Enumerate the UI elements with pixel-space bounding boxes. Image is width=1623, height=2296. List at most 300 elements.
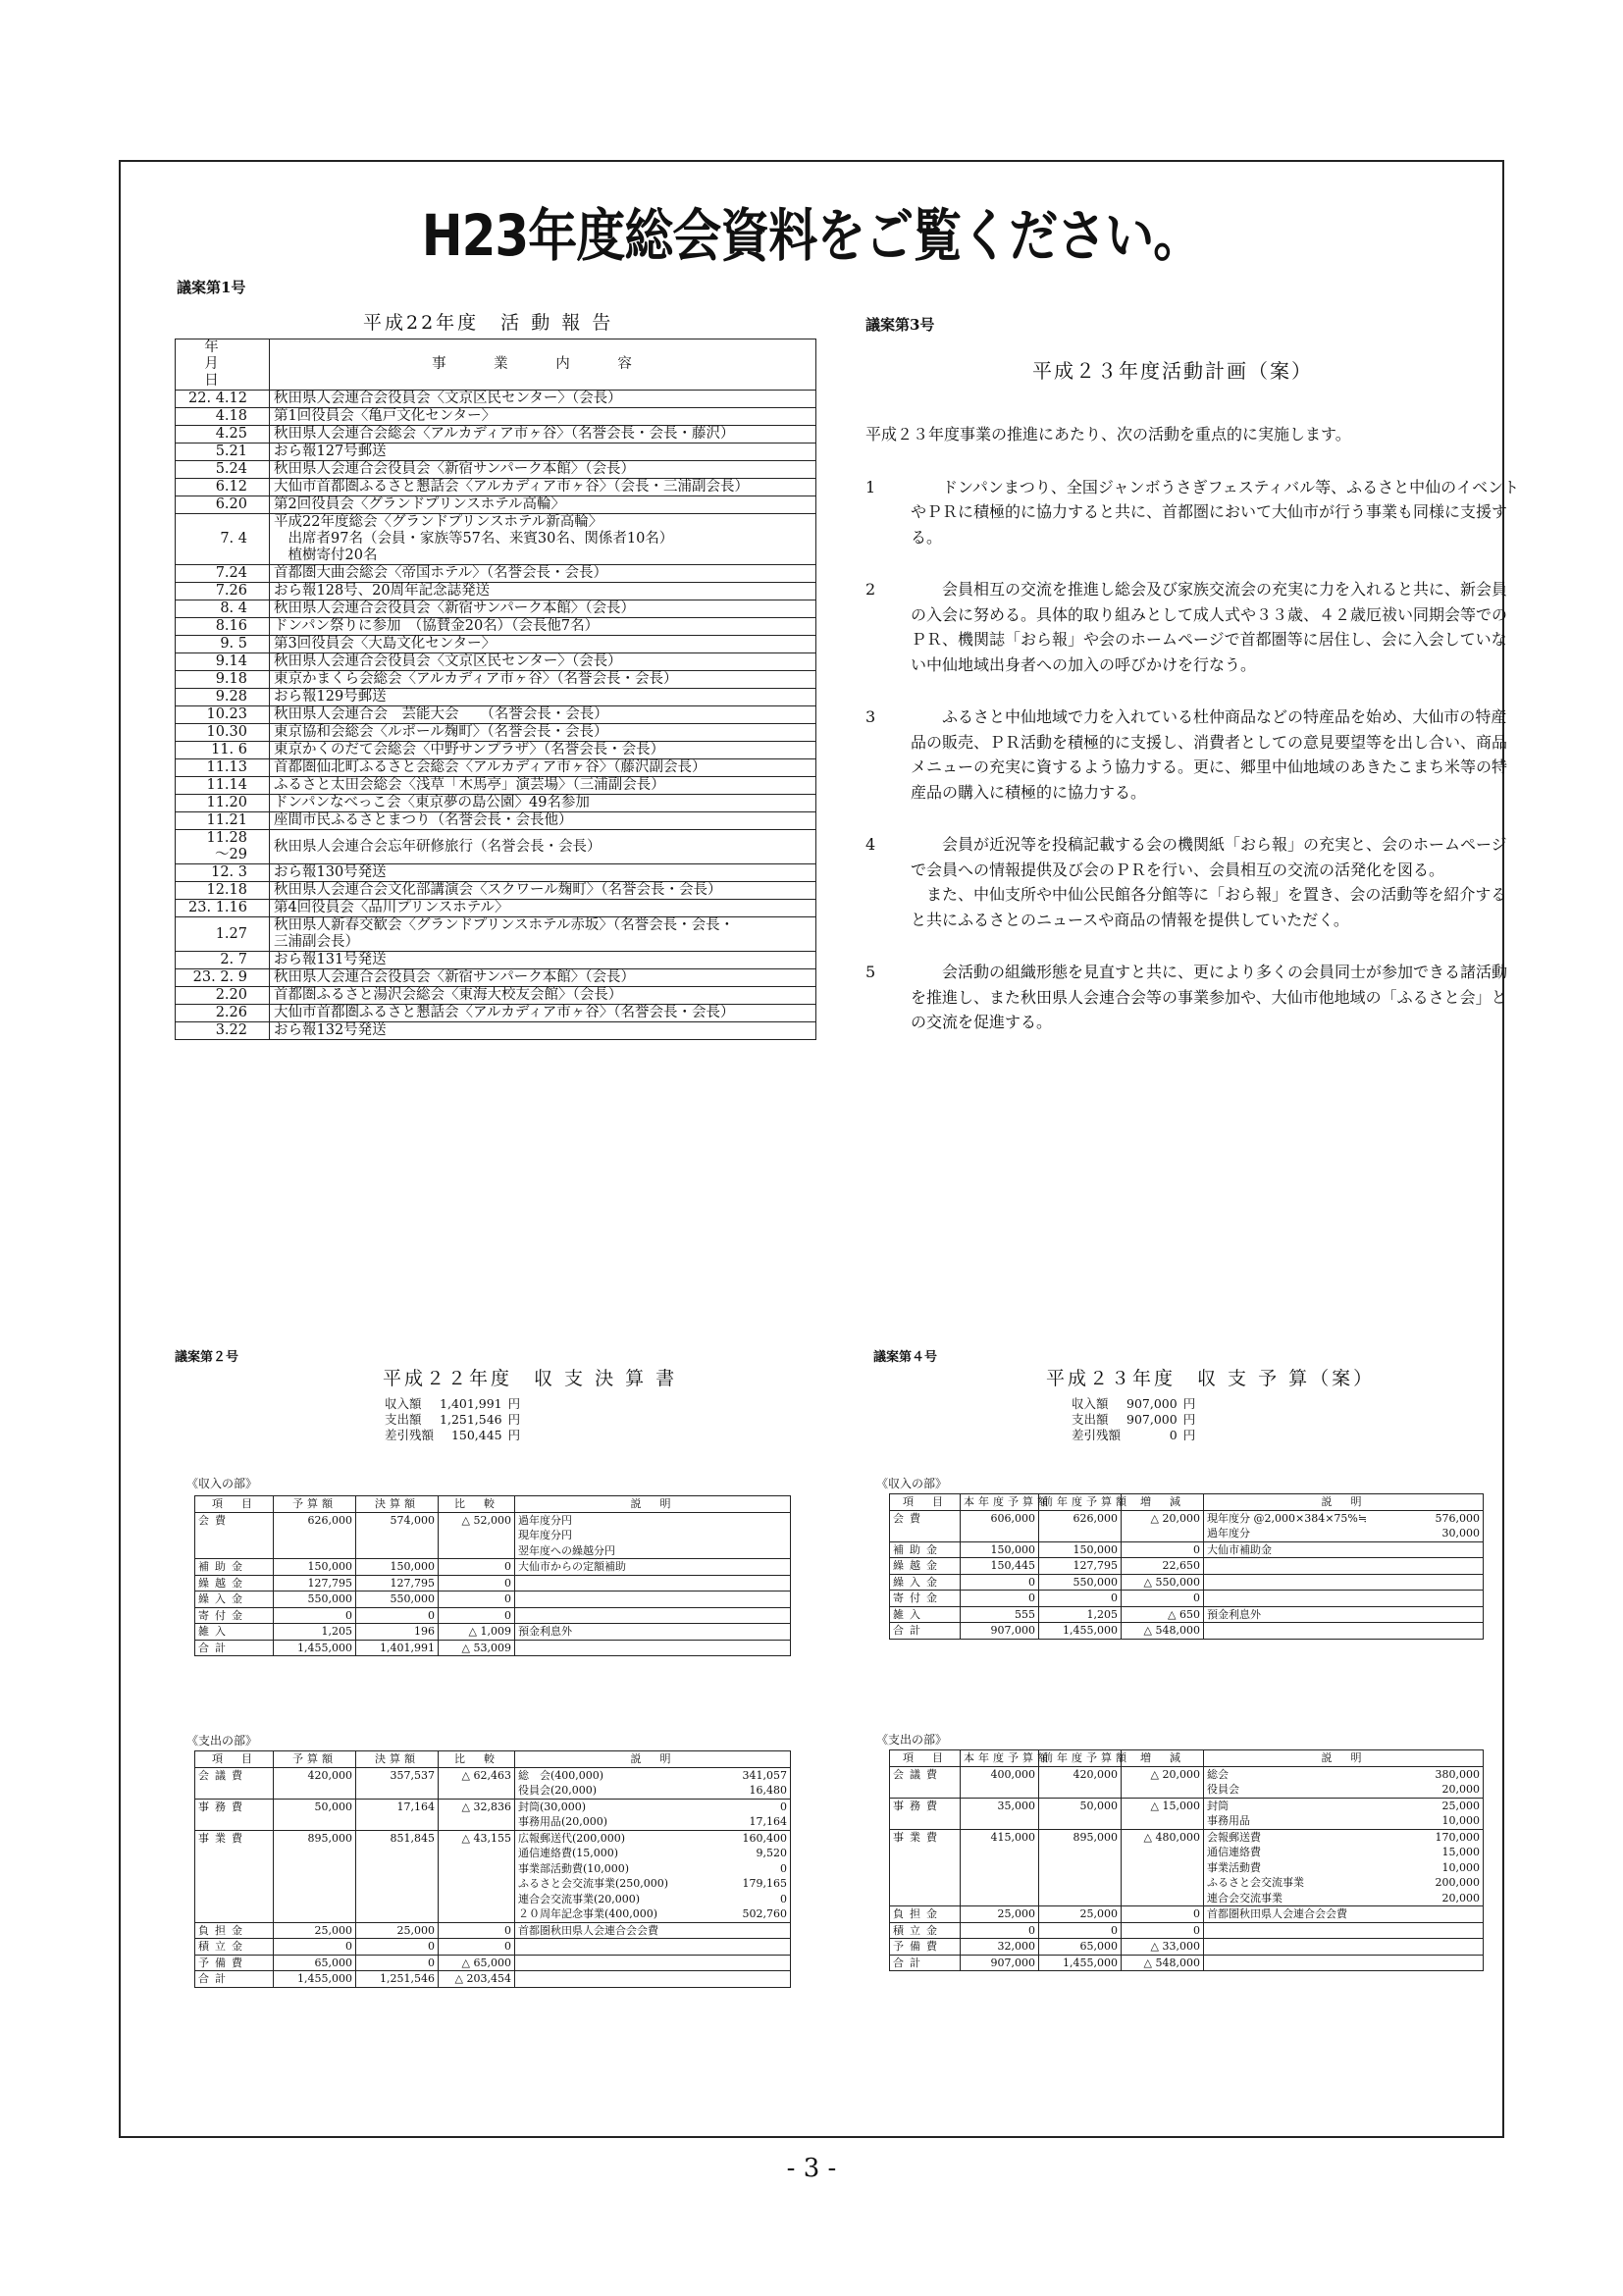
- fin-desc-line: [1207, 1845, 1480, 1860]
- fin-desc: [515, 1559, 791, 1576]
- fin-item: 積立金: [195, 1939, 274, 1956]
- fin-desc: [1204, 1623, 1484, 1640]
- fin-header: 決算額: [356, 1496, 439, 1513]
- fin-item: 予備費: [195, 1955, 274, 1971]
- activity-row: [176, 724, 816, 742]
- fin-desc-amount: 9,520: [756, 1847, 787, 1859]
- p2-income-table: [194, 1495, 791, 1656]
- fin-row: [195, 1830, 791, 1922]
- fin-diff: △ 43,155: [439, 1830, 515, 1922]
- fin-cur: 0: [961, 1574, 1039, 1591]
- activity-content: 秋田県人会連合会役員会〈新宿サンパーク本館〉（会長）: [270, 461, 816, 479]
- fin-row: [890, 1955, 1484, 1971]
- fin-desc-text: 事務用品(20,000): [518, 1815, 608, 1828]
- activity-content: 秋田県人会連合会忘年研修旅行（名誉会長・会長）: [270, 830, 816, 864]
- fin-diff: △ 53,009: [439, 1640, 515, 1656]
- fin-desc-line: [518, 1800, 787, 1815]
- plan-item-text-2: また、中仙支所や中仙公民館各分館等に「おら報」を置き、会の活動等を紹介すると共にふるさとのニュースや商品の情報を提供していただく。: [911, 885, 1507, 929]
- activity-content: おら報127号郵送: [270, 444, 816, 461]
- fin-desc-text: ２０周年記念事業(400,000): [518, 1907, 658, 1920]
- summary-label: 収入額: [385, 1396, 422, 1411]
- fin-desc-text: 過年度分: [1207, 1527, 1250, 1539]
- activity-content: 大仙市首都圏ふるさと懇話会〈アルカディア市ヶ谷〉（会長・三浦副会長）: [270, 479, 816, 496]
- activity-row: [176, 1022, 816, 1040]
- fin-diff: △ 15,000: [1122, 1798, 1204, 1829]
- activity-date: 11. 6: [176, 742, 270, 759]
- fin-desc-amount: 15,000: [1441, 1846, 1480, 1858]
- fin-item: 合計: [195, 1971, 274, 1988]
- fin-desc-amount: 179,165: [742, 1877, 787, 1890]
- activity-header-content: 事 業 内 容: [270, 339, 816, 391]
- proposal2-title: 平成２２年度 収 支 決 算 書: [383, 1368, 678, 1389]
- activity-date: 6.20: [176, 496, 270, 514]
- fin-row: [195, 1640, 791, 1656]
- summary-value: 1,401,991: [440, 1396, 502, 1411]
- fin-budget: 626,000: [274, 1512, 356, 1559]
- fin-actual: 851,845: [356, 1830, 439, 1922]
- plan-item-number: 2: [865, 580, 876, 599]
- fin-actual: 0: [356, 1939, 439, 1956]
- proposal4-label: 議案第４号: [873, 1350, 938, 1365]
- fin-desc-text: 首都圏秋田県人会連合会会費: [518, 1923, 658, 1937]
- activity-content: ドンパン祭りに参加 （協賛金20名）（会長他7名）: [270, 618, 816, 636]
- summary-value: 0: [1169, 1428, 1178, 1442]
- fin-diff: △ 20,000: [1122, 1510, 1204, 1541]
- activity-row: [176, 795, 816, 812]
- fin-item: 雑入: [195, 1624, 274, 1641]
- activity-date: 11.20: [176, 795, 270, 812]
- fin-item: 予備費: [890, 1939, 961, 1956]
- fin-desc-line: [1207, 1526, 1480, 1541]
- fin-row: [890, 1766, 1484, 1798]
- fin-desc-amount: 0: [780, 1892, 787, 1905]
- activity-date: 11.14: [176, 777, 270, 795]
- p2-expense-label: 《支出の部》: [186, 1734, 258, 1748]
- fin-budget: 0: [274, 1607, 356, 1624]
- summary-value: 907,000: [1126, 1396, 1178, 1411]
- activity-row: [176, 969, 816, 987]
- fin-diff: △ 52,000: [439, 1512, 515, 1559]
- fin-desc: [1204, 1591, 1484, 1607]
- activity-date: 5.21: [176, 444, 270, 461]
- plan-item-text: 会活動の組織形態を見直すと共に、更により多くの会員同士が参加できる諸活動を推進し、また秋田県人会連合会等の事業参加や、大仙市他地域の「ふるさと会」との交流を促進する。: [911, 963, 1508, 1031]
- activity-content: 秋田県人会連合会役員会〈新宿サンパーク本館〉（会長）: [270, 600, 816, 618]
- fin-desc-text: 大仙市からの定額補助: [518, 1560, 626, 1573]
- fin-prev: 895,000: [1039, 1829, 1122, 1906]
- fin-desc-amount: 380,000: [1435, 1767, 1480, 1781]
- fin-desc: [1204, 1798, 1484, 1829]
- fin-row: [195, 1767, 791, 1799]
- p2-expense-table: [194, 1750, 791, 1988]
- fin-actual: 0: [356, 1607, 439, 1624]
- fin-desc-text: 連合会交流事業(20,000): [518, 1892, 641, 1905]
- activity-row: [176, 618, 816, 636]
- fin-desc-text: 翌年度への繰越分円: [518, 1543, 615, 1557]
- fin-desc-line: [1207, 1542, 1480, 1558]
- fin-desc: [515, 1607, 791, 1624]
- fin-row: [890, 1574, 1484, 1591]
- fin-desc-line: [518, 1846, 787, 1861]
- fin-desc-amount: 20,000: [1441, 1891, 1480, 1905]
- fin-prev: 127,795: [1039, 1558, 1122, 1575]
- fin-actual: 550,000: [356, 1592, 439, 1608]
- fin-desc-text: 預金利息外: [518, 1625, 572, 1638]
- activity-row: [176, 759, 816, 777]
- fin-diff: △ 548,000: [1122, 1955, 1204, 1971]
- fin-row: [195, 1512, 791, 1559]
- fin-desc-text: ふるさと会交流事業: [1207, 1876, 1304, 1889]
- activity-content: 大仙市首都圏ふるさと懇話会〈アルカディア市ヶ谷〉（名誉会長・会長）: [270, 1005, 816, 1022]
- activity-content: 第4回役員会〈品川プリンスホテル〉: [270, 900, 816, 917]
- fin-header: 比 較: [439, 1496, 515, 1513]
- proposal1-title: 平成22年度 活 動 報 告: [363, 312, 614, 334]
- activity-row: [176, 742, 816, 759]
- fin-budget: 65,000: [274, 1955, 356, 1971]
- fin-budget: 550,000: [274, 1592, 356, 1608]
- fin-diff: 0: [1122, 1922, 1204, 1939]
- fin-desc-text: 封筒(30,000): [518, 1800, 587, 1813]
- fin-desc-line: [518, 1768, 787, 1784]
- activity-date: 2.20: [176, 987, 270, 1005]
- fin-prev: 50,000: [1039, 1798, 1122, 1829]
- fin-item: 寄付金: [890, 1591, 961, 1607]
- fin-row: [195, 1955, 791, 1971]
- fin-header: 説 明: [515, 1496, 791, 1513]
- fin-desc: [515, 1939, 791, 1956]
- activity-row: [176, 408, 816, 426]
- fin-diff: △ 480,000: [1122, 1829, 1204, 1906]
- fin-desc-line: [518, 1831, 787, 1847]
- summary-unit: 円: [507, 1396, 521, 1411]
- activity-content: おら報130号発送: [270, 864, 816, 882]
- activity-date: 7.26: [176, 583, 270, 600]
- fin-desc-text: 首都圏秋田県人会連合会会費: [1207, 1907, 1347, 1920]
- fin-row: [195, 1575, 791, 1592]
- fin-row: [195, 1592, 791, 1608]
- plan-items: [865, 475, 1521, 1035]
- activity-row: [176, 444, 816, 461]
- fin-cur: 32,000: [961, 1939, 1039, 1956]
- fin-item: 寄付金: [195, 1607, 274, 1624]
- p4-expense-table: [889, 1749, 1484, 1971]
- fin-actual: 196: [356, 1624, 439, 1641]
- fin-row: [890, 1591, 1484, 1607]
- fin-desc-line: [518, 1892, 787, 1907]
- activity-header-date: 年 月 日: [176, 339, 270, 391]
- fin-row: [890, 1939, 1484, 1956]
- activity-row: [176, 636, 816, 653]
- fin-header: 決算額: [356, 1751, 439, 1768]
- fin-desc-line: [1207, 1799, 1480, 1814]
- fin-desc: [515, 1799, 791, 1830]
- fin-desc-text: 総会: [1207, 1767, 1229, 1781]
- activity-report: [175, 339, 816, 1040]
- fin-desc-text: 封筒: [1207, 1799, 1229, 1812]
- activity-row: [176, 882, 816, 900]
- fin-diff: 0: [439, 1559, 515, 1576]
- summary-value: 1,251,546: [440, 1412, 502, 1427]
- activity-plan: [865, 422, 1521, 1063]
- fin-cur: 907,000: [961, 1955, 1039, 1971]
- fin-desc-text: 現年度分 @2,000×384×75%≒: [1207, 1511, 1368, 1525]
- fin-diff: △ 20,000: [1122, 1766, 1204, 1798]
- fin-desc-line: [1207, 1511, 1480, 1527]
- fin-desc-line: [1207, 1906, 1480, 1922]
- activity-content: 秋田県人会連合会役員会〈文京区民センター〉（会長）: [270, 391, 816, 408]
- summary-value: 907,000: [1126, 1412, 1178, 1427]
- fin-desc: [515, 1767, 791, 1799]
- fin-desc: [1204, 1510, 1484, 1541]
- fin-row: [890, 1606, 1484, 1623]
- fin-desc-line: [1207, 1830, 1480, 1846]
- fin-diff: 0: [1122, 1591, 1204, 1607]
- fin-desc-line: [518, 1861, 787, 1877]
- fin-desc: [1204, 1955, 1484, 1971]
- activity-content: 東京かくのだて会総会〈中野サンプラザ〉（名誉会長・会長）: [270, 742, 816, 759]
- fin-row: [195, 1607, 791, 1624]
- fin-diff: 0: [1122, 1541, 1204, 1558]
- activity-content: 秋田県人会連合会 芸能大会 （名誉会長・会長）: [270, 706, 816, 724]
- activity-date: 5.24: [176, 461, 270, 479]
- fin-cur: 400,000: [961, 1766, 1039, 1798]
- activity-row: [176, 777, 816, 795]
- fin-header: 前年度予算額: [1039, 1494, 1122, 1511]
- activity-content: 座間市民ふるさとまつり（名誉会長・会長他）: [270, 812, 816, 830]
- proposal4-summary: [1072, 1396, 1201, 1443]
- p4-income-table: [889, 1493, 1484, 1640]
- activity-date: 10.23: [176, 706, 270, 724]
- fin-desc-line: [518, 1783, 787, 1799]
- fin-item: 事務費: [195, 1799, 274, 1830]
- plan-item-number: 3: [865, 707, 876, 726]
- fin-row: [195, 1971, 791, 1988]
- fin-budget: 127,795: [274, 1575, 356, 1592]
- fin-desc-amount: 0: [780, 1861, 787, 1875]
- fin-diff: △ 1,009: [439, 1624, 515, 1641]
- fin-desc-amount: 17,164: [749, 1815, 787, 1828]
- fin-desc-amount: 576,000: [1435, 1511, 1480, 1525]
- fin-diff: 0: [439, 1575, 515, 1592]
- fin-row: [890, 1798, 1484, 1829]
- fin-desc-text: 通信連絡費(15,000): [518, 1847, 619, 1859]
- fin-desc: [515, 1592, 791, 1608]
- fin-desc-line: [518, 1923, 787, 1939]
- activity-date: 11.28 ～29: [176, 830, 270, 864]
- activity-row: [176, 479, 816, 496]
- summary-row: [1072, 1396, 1201, 1412]
- summary-value: 150,445: [450, 1428, 502, 1442]
- fin-header: 増 減: [1122, 1750, 1204, 1767]
- fin-item: 負担金: [195, 1922, 274, 1939]
- activity-row: [176, 952, 816, 969]
- fin-desc-amount: 10,000: [1441, 1814, 1480, 1827]
- fin-actual: 1,251,546: [356, 1971, 439, 1988]
- fin-prev: 1,455,000: [1039, 1955, 1122, 1971]
- fin-desc-amount: 170,000: [1435, 1830, 1480, 1844]
- plan-item-number: 1: [865, 477, 876, 496]
- activity-content: 首都圏大曲会総会〈帝国ホテル〉（名誉会長・会長）: [270, 565, 816, 583]
- fin-desc-amount: 502,760: [742, 1907, 787, 1920]
- proposal2-label: 議案第２号: [175, 1350, 239, 1365]
- fin-item: 事業費: [890, 1829, 961, 1906]
- activity-date: 8. 4: [176, 600, 270, 618]
- summary-unit: 円: [1182, 1412, 1196, 1427]
- fin-cur: 25,000: [961, 1906, 1039, 1923]
- fin-desc: [515, 1830, 791, 1922]
- activity-date: 9.28: [176, 689, 270, 706]
- fin-prev: 0: [1039, 1922, 1122, 1939]
- p4-expense-label: 《支出の部》: [876, 1733, 948, 1747]
- activity-content: 第3回役員会〈大島文化センター〉: [270, 636, 816, 653]
- activity-content: 第1回役員会〈亀戸文化センター〉: [270, 408, 816, 426]
- fin-diff: △ 650: [1122, 1606, 1204, 1623]
- fin-desc: [515, 1575, 791, 1592]
- activity-content: おら報128号、20周年記念誌発送: [270, 583, 816, 600]
- fin-header: 本年度予算額: [961, 1494, 1039, 1511]
- activity-date: 6.12: [176, 479, 270, 496]
- fin-desc-line: [1207, 1782, 1480, 1798]
- fin-header: 予算額: [274, 1751, 356, 1768]
- activity-date: 10.30: [176, 724, 270, 742]
- activity-date: 9.14: [176, 653, 270, 671]
- fin-row: [195, 1559, 791, 1576]
- fin-item: 合計: [890, 1955, 961, 1971]
- activity-content: 第2回役員会〈グランドプリンスホテル高輪〉: [270, 496, 816, 514]
- activity-content: おら報129号郵送: [270, 689, 816, 706]
- fin-budget: 150,000: [274, 1559, 356, 1576]
- activity-rows: [176, 391, 816, 1040]
- activity-content: 首都圏仙北町ふるさと会総会〈アルカディア市ヶ谷〉（藤沢副会長）: [270, 759, 816, 777]
- fin-desc-text: 預金利息外: [1207, 1607, 1261, 1621]
- summary-label: 差引残額: [1072, 1428, 1122, 1442]
- fin-cur: 0: [961, 1922, 1039, 1939]
- activity-date: 2.26: [176, 1005, 270, 1022]
- summary-label: 支出額: [385, 1412, 422, 1427]
- fin-header: 項 目: [195, 1496, 274, 1513]
- activity-row: [176, 706, 816, 724]
- fin-desc-line: [1207, 1860, 1480, 1876]
- activity-date: 11.13: [176, 759, 270, 777]
- fin-header: 説 明: [1204, 1494, 1484, 1511]
- fin-diff: 22,650: [1122, 1558, 1204, 1575]
- fin-actual: 0: [356, 1955, 439, 1971]
- activity-content: 東京協和会総会〈ルポール麹町〉（名誉会長・会長）: [270, 724, 816, 742]
- activity-content: 秋田県人会連合会役員会〈新宿サンパーク本館〉（会長）: [270, 969, 816, 987]
- activity-date: 7. 4: [176, 514, 270, 565]
- fin-header: 前年度予算額: [1039, 1750, 1122, 1767]
- fin-cur: 606,000: [961, 1510, 1039, 1541]
- activity-date: 9.18: [176, 671, 270, 689]
- fin-actual: 17,164: [356, 1799, 439, 1830]
- fin-row: [890, 1510, 1484, 1541]
- summary-row: [385, 1428, 526, 1443]
- fin-desc-line: [1207, 1607, 1480, 1623]
- activity-row: [176, 812, 816, 830]
- summary-label: 収入額: [1072, 1396, 1109, 1411]
- activity-content: 秋田県人新春交歓会〈グランドプリンスホテル赤坂〉（名誉会長・会長・ 三浦副会長）: [270, 917, 816, 952]
- summary-label: 差引残額: [385, 1428, 435, 1442]
- fin-item: 会議費: [195, 1767, 274, 1799]
- activity-content: ふるさと太田会総会〈浅草「木馬亭」演芸場〉（三浦副会長）: [270, 777, 816, 795]
- fin-desc-amount: 16,480: [749, 1784, 787, 1797]
- fin-cur: 35,000: [961, 1798, 1039, 1829]
- activity-date: 12. 3: [176, 864, 270, 882]
- activity-content: 秋田県人会連合会役員会〈文京区民センター〉（会長）: [270, 653, 816, 671]
- fin-actual: 357,537: [356, 1767, 439, 1799]
- fin-desc-amount: 160,400: [742, 1831, 787, 1845]
- plan-item-text: ドンパンまつり、全国ジャンボうさぎフェスティバル等、ふるさと中仙のイベントやＰＲに積極的に協力すると共に、首都圏において大仙市が行う事業も同様に支援する。: [911, 477, 1520, 547]
- fin-header: 項 目: [890, 1750, 961, 1767]
- fin-desc: [1204, 1766, 1484, 1798]
- fin-item: 繰越金: [195, 1575, 274, 1592]
- fin-header: 項 目: [890, 1494, 961, 1511]
- fin-desc-amount: 20,000: [1441, 1783, 1480, 1796]
- page-title: H23年度総会資料をご覧ください。: [421, 203, 1202, 269]
- fin-header: 項 目: [195, 1751, 274, 1768]
- fin-prev: 420,000: [1039, 1766, 1122, 1798]
- fin-diff: △ 62,463: [439, 1767, 515, 1799]
- fin-desc: [1204, 1906, 1484, 1923]
- fin-budget: 0: [274, 1939, 356, 1956]
- fin-desc-line: [1207, 1767, 1480, 1783]
- summary-unit: 円: [1182, 1396, 1196, 1411]
- summary-unit: 円: [507, 1412, 521, 1427]
- fin-diff: 0: [439, 1607, 515, 1624]
- fin-desc: [515, 1640, 791, 1656]
- fin-desc: [1204, 1574, 1484, 1591]
- fin-row: [890, 1829, 1484, 1906]
- activity-content: おら報132号発送: [270, 1022, 816, 1040]
- fin-desc: [515, 1955, 791, 1971]
- proposal4-title: 平成２３年度 収 支 予 算（案）: [1046, 1368, 1376, 1389]
- fin-desc-text: 役員会(20,000): [518, 1784, 598, 1797]
- fin-diff: 0: [439, 1939, 515, 1956]
- fin-prev: 25,000: [1039, 1906, 1122, 1923]
- plan-item: [865, 832, 1521, 932]
- activity-row: [176, 900, 816, 917]
- fin-actual: 574,000: [356, 1512, 439, 1559]
- fin-budget: 1,205: [274, 1624, 356, 1641]
- activity-date: 3.22: [176, 1022, 270, 1040]
- fin-desc-line: [1207, 1875, 1480, 1891]
- fin-actual: 150,000: [356, 1559, 439, 1576]
- fin-desc-amount: 30,000: [1441, 1527, 1480, 1539]
- fin-diff: △ 33,000: [1122, 1939, 1204, 1956]
- fin-item: 補助金: [890, 1541, 961, 1558]
- fin-desc: [1204, 1829, 1484, 1906]
- summary-row: [1072, 1412, 1201, 1428]
- fin-desc-text: ふるさと会交流事業(250,000): [518, 1877, 669, 1890]
- fin-prev: 0: [1039, 1591, 1122, 1607]
- fin-header: 説 明: [1204, 1750, 1484, 1767]
- activity-row: [176, 689, 816, 706]
- fin-diff: △ 203,454: [439, 1971, 515, 1988]
- fin-row: [195, 1624, 791, 1641]
- fin-desc: [1204, 1541, 1484, 1558]
- fin-desc: [1204, 1939, 1484, 1956]
- activity-row: [176, 565, 816, 583]
- fin-desc-text: 通信連絡費: [1207, 1846, 1261, 1858]
- p2-income-label: 《収入の部》: [186, 1477, 258, 1490]
- fin-row: [890, 1558, 1484, 1575]
- activity-row: [176, 514, 816, 565]
- fin-item: 補助金: [195, 1559, 274, 1576]
- fin-item: 会費: [890, 1510, 961, 1541]
- fin-row: [890, 1623, 1484, 1640]
- activity-date: 4.25: [176, 426, 270, 444]
- fin-actual: 25,000: [356, 1922, 439, 1939]
- fin-desc-text: 総 会(400,000): [518, 1768, 604, 1782]
